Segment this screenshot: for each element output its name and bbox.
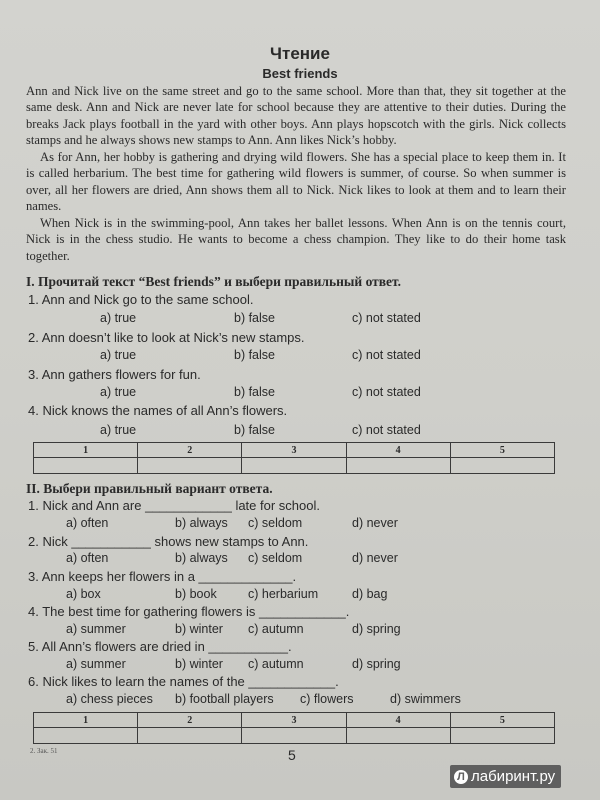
task1-q1-option-b[interactable]: b) false bbox=[234, 311, 275, 325]
task1-q1-option-a[interactable]: a) true bbox=[100, 311, 137, 325]
task2-q1-option-b[interactable]: b) always bbox=[175, 516, 228, 530]
task1-q3-option-a[interactable]: a) true bbox=[100, 385, 137, 399]
task2-q2-option-d[interactable]: d) never bbox=[352, 551, 398, 565]
task1-question-1: 1. Ann and Nick go to the same school. bbox=[28, 292, 254, 307]
page-number: 5 bbox=[288, 747, 296, 763]
task1-q4-option-c[interactable]: c) not stated bbox=[352, 423, 421, 437]
text-title: Best friends bbox=[262, 66, 338, 81]
task1-question-4: 4. Nick knows the names of all Ann’s flowers. bbox=[28, 403, 288, 418]
task1-q4-option-a[interactable]: a) true bbox=[100, 423, 137, 437]
task-1-title: I. Прочитай текст “Best friends” и выбери правильный ответ. bbox=[26, 274, 402, 289]
task2-q5-option-c[interactable]: c) autumn bbox=[248, 657, 304, 671]
task2-question-4: 4. The best time for gathering flowers is ____________. bbox=[28, 604, 350, 619]
task2-q2-option-c[interactable]: c) seldom bbox=[248, 551, 303, 565]
task1-q1-option-c[interactable]: c) not stated bbox=[352, 311, 421, 325]
labirint-logo-icon: Л bbox=[454, 770, 468, 784]
answer-input-cell[interactable] bbox=[34, 458, 138, 474]
answer-input-cell[interactable] bbox=[346, 458, 450, 474]
task2-question-5: 5. All Ann’s flowers are dried in ___________. bbox=[28, 639, 292, 654]
answer-input-cell[interactable] bbox=[34, 728, 138, 744]
answer-input-cell[interactable] bbox=[450, 458, 554, 474]
task1-q2-option-c[interactable]: c) not stated bbox=[352, 348, 421, 362]
task-2-title: II. Выбери правильный вариант ответа. bbox=[26, 481, 273, 496]
task2-q5-option-a[interactable]: a) summer bbox=[66, 657, 126, 671]
task1-answer-table bbox=[33, 442, 555, 474]
task2-q2-option-b[interactable]: b) always bbox=[175, 551, 228, 565]
answer-input-cell[interactable] bbox=[242, 728, 346, 744]
task1-question-2: 2. Ann doesn’t like to look at Nick’s new stamps. bbox=[28, 330, 305, 345]
task2-q5-option-d[interactable]: d) spring bbox=[352, 657, 401, 671]
answer-table-input-row[interactable] bbox=[34, 728, 555, 744]
answer-input-cell[interactable] bbox=[346, 728, 450, 744]
answer-table-input-row[interactable] bbox=[34, 458, 555, 474]
answer-input-cell[interactable] bbox=[242, 458, 346, 474]
answer-table-header-row bbox=[34, 443, 555, 458]
task2-q6-option-b[interactable]: b) football players bbox=[175, 692, 274, 706]
task2-question-1: 1. Nick and Ann are ____________ late for school. bbox=[28, 498, 320, 513]
task1-q2-option-b[interactable]: b) false bbox=[234, 348, 275, 362]
answer-input-cell[interactable] bbox=[138, 728, 242, 744]
answer-table-header-row bbox=[34, 713, 555, 728]
task2-q3-option-d[interactable]: d) bag bbox=[352, 587, 388, 601]
task2-answer-table bbox=[33, 712, 555, 744]
task2-question-3: 3. Ann keeps her flowers in a _____________. bbox=[28, 569, 297, 584]
print-note: 2. Зак. 51 bbox=[30, 747, 58, 755]
watermark-text: лабиринт.ру bbox=[471, 768, 556, 785]
task1-q2-option-a[interactable]: a) true bbox=[100, 348, 137, 362]
task2-q4-option-d[interactable]: d) spring bbox=[352, 622, 401, 636]
reading-paragraph-3: When Nick is in the swimming-pool, Ann takes her ballet lessons. When Ann is on the tennis court, Nick is in the chess studio. He wants to become a chess champion. They like to do their home task together. bbox=[26, 216, 566, 263]
task1-question-3: 3. Ann gathers flowers for fun. bbox=[28, 367, 201, 382]
answer-cell-number: 2 bbox=[138, 443, 242, 458]
task1-q3-option-b[interactable]: b) false bbox=[234, 385, 275, 399]
answer-cell-number: 4 bbox=[346, 713, 450, 728]
task2-q4-option-a[interactable]: a) summer bbox=[66, 622, 126, 636]
reading-paragraph-1: Ann and Nick live on the same street and go to the same school. More than that, they sit together at the same desk. Ann and Nick are never late for school because they are attentive to their duties. During the breaks Jack plays football in the yard with other boys. Ann plays hopscotch with the girls. Nick collects stamps and he always shows new stamps to Ann. Ann likes Nick’s hobby. bbox=[26, 84, 566, 147]
task2-q6-option-c[interactable]: c) flowers bbox=[300, 692, 354, 706]
task2-q4-option-c[interactable]: c) autumn bbox=[248, 622, 304, 636]
answer-cell-number: 3 bbox=[242, 443, 346, 458]
labirint-watermark bbox=[450, 765, 561, 788]
task2-q3-option-c[interactable]: c) herbarium bbox=[248, 587, 319, 601]
task2-question-2: 2. Nick ___________ shows new stamps to Ann. bbox=[28, 534, 309, 549]
answer-cell-number: 3 bbox=[242, 713, 346, 728]
task2-q1-option-c[interactable]: c) seldom bbox=[248, 516, 303, 530]
task1-q4-option-b[interactable]: b) false bbox=[234, 423, 275, 437]
answer-cell-number: 4 bbox=[346, 443, 450, 458]
reading-paragraph-2: As for Ann, her hobby is gathering and drying wild flowers. She has a special place to keep them in. It is called herbarium. The best time for gathering wild flowers is summer, of course. So when summer is over, all her flowers are dried, Ann shows them all to Nick. Nick likes to look at them and to learn their names. bbox=[26, 150, 566, 213]
task2-question-6: 6. Nick likes to learn the names of the ____________. bbox=[28, 674, 339, 689]
answer-cell-number: 1 bbox=[34, 443, 138, 458]
task2-q2-option-a[interactable]: a) often bbox=[66, 551, 109, 565]
task2-q6-option-d[interactable]: d) swimmers bbox=[390, 692, 461, 706]
answer-cell-number: 2 bbox=[138, 713, 242, 728]
task2-q3-option-b[interactable]: b) book bbox=[175, 587, 217, 601]
answer-cell-number: 5 bbox=[450, 713, 554, 728]
answer-cell-number: 5 bbox=[450, 443, 554, 458]
task2-q1-option-d[interactable]: d) never bbox=[352, 516, 398, 530]
task2-q4-option-b[interactable]: b) winter bbox=[175, 622, 223, 636]
task1-q3-option-c[interactable]: c) not stated bbox=[352, 385, 421, 399]
answer-input-cell[interactable] bbox=[450, 728, 554, 744]
task2-q1-option-a[interactable]: a) often bbox=[66, 516, 109, 530]
task2-q3-option-a[interactable]: a) box bbox=[66, 587, 101, 601]
task2-q6-option-a[interactable]: a) chess pieces bbox=[66, 692, 153, 706]
page-heading: Чтение bbox=[270, 44, 330, 63]
answer-cell-number: 1 bbox=[34, 713, 138, 728]
task2-q5-option-b[interactable]: b) winter bbox=[175, 657, 223, 671]
answer-input-cell[interactable] bbox=[138, 458, 242, 474]
